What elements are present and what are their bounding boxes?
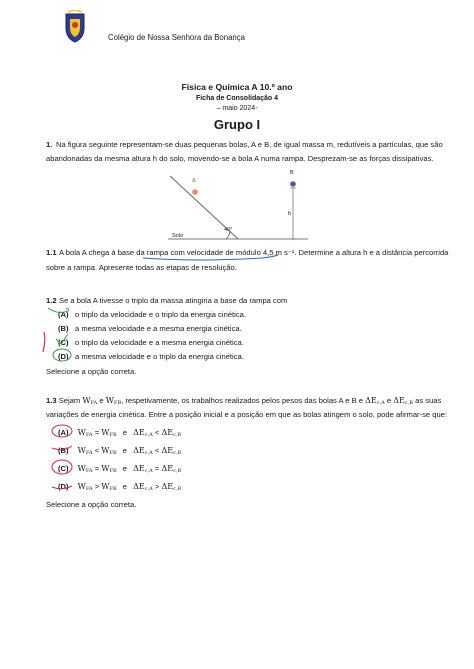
work-b-symbol: $W_{FB}$ [101, 482, 117, 492]
option-1-2-c-text: o triplo da velocidade e a mesma energia cinética. [75, 338, 244, 347]
worksheet-title: Física e Química A 10.º ano [181, 82, 293, 92]
question-1-1-text-line1: A bola A chega à base da rampa com velocidade de módulo 4,5 m s⁻¹. Determine a altura h e a distância percorrida [59, 248, 449, 257]
option-1-3-d[interactable] [58, 481, 181, 495]
ball-a [192, 189, 198, 195]
relation-2: < [154, 428, 160, 437]
option-1-3-a[interactable] [58, 427, 181, 441]
option-1-3-c[interactable] [58, 463, 181, 477]
option-1-2-d-text: a mesma velocidade e o triplo da energia cinética. [75, 352, 244, 361]
option-1-2-a-text: o triplo da velocidade e o triplo da energia cinética. [75, 310, 246, 319]
worksheet-subtitle: Ficha de Consolidação 4 [195, 95, 279, 102]
delta-ec-a-symbol: $\Delta E_{c,A}$ [133, 428, 153, 438]
option-1-2-c-letter[interactable]: (C) [58, 338, 69, 347]
option-letter: (D) [58, 482, 69, 491]
question-1-1-number: 1.1 [46, 248, 57, 257]
stem-conj: e [99, 396, 104, 405]
conj: e [122, 482, 128, 491]
option-1-3-b[interactable] [58, 445, 181, 459]
w-letter: W [105, 396, 114, 405]
delta-ec-b-symbol: $\Delta E_{c,B}$ [161, 464, 182, 474]
delta-ec-b-symbol [393, 396, 413, 405]
angle-label: 40° [224, 227, 233, 233]
work-b-symbol [106, 396, 121, 405]
option-1-2-a-letter[interactable]: (A) [58, 310, 69, 319]
ramp-figure [168, 170, 308, 246]
conj: e [122, 446, 128, 455]
work-a-symbol: $W_{FA}$ [77, 428, 93, 438]
work-b-symbol: $W_{FB}$ [101, 446, 117, 456]
question-1-2-instruction: Selecione a opção correta. [46, 367, 137, 376]
group-heading: Grupo I [213, 117, 261, 132]
question-1-text-line2: abandonadas da mesma altura h do solo, movendo-se a bola A numa rampa. Desprezam-se as forças dissipativas. [46, 154, 434, 163]
relation-1: < [94, 446, 100, 455]
option-1-2-b-letter[interactable]: (B) [58, 324, 69, 333]
stem-word: Sejam [58, 396, 81, 405]
f-letter: F [113, 400, 118, 406]
delta-ec-a-symbol [365, 396, 385, 405]
question-1-3-stem-line1 [46, 395, 441, 409]
delta-ec-b-symbol: $\Delta E_{c,B}$ [161, 446, 182, 456]
delta-e: ΔE [365, 396, 377, 405]
red-mark-c [43, 332, 45, 352]
question-1-text-line1: Na figura seguinte representam-se duas pequenas bolas, A e B, de igual massa m, redutíveis a partículas, que são [56, 140, 443, 149]
sub-a: A [93, 400, 98, 406]
w-letter: W [82, 396, 91, 405]
sub-ca: c,A [376, 400, 385, 406]
relation-1: = [94, 464, 100, 473]
ball-b-label: B [290, 170, 294, 176]
conj: e [122, 464, 128, 473]
height-label: h [288, 211, 292, 217]
school-crest-logo [62, 10, 88, 44]
work-a-symbol: $W_{FA}$ [77, 446, 93, 456]
conj: e [122, 428, 128, 437]
worksheet-date: – maio 2024- [216, 105, 258, 112]
work-a-symbol: $W_{FA}$ [77, 482, 93, 492]
question-1-3-stem-line2: variações de energia cinética. Entre a posição inicial e a posição em que as bolas atingem o solo, pode afirmar-se que: [46, 410, 448, 419]
stem-conj-2: e [386, 396, 392, 405]
work-b-symbol: $W_{FB}$ [101, 464, 117, 474]
relation-1: > [94, 482, 100, 491]
option-1-2-b-text: a mesma velocidade e a mesma energia cinética. [75, 324, 242, 333]
option-letter: (B) [58, 446, 69, 455]
question-1-2-stem: Se a bola A tivesse o triplo da massa atingiria a base da rampa com [59, 296, 288, 305]
relation-2: > [154, 482, 160, 491]
delta-ec-a-symbol: $\Delta E_{c,A}$ [133, 482, 153, 492]
work-a-symbol: $W_{FA}$ [77, 464, 93, 474]
question-1-2-number: 1.2 [46, 296, 57, 305]
work-b-symbol: $W_{FB}$ [101, 428, 117, 438]
work-a-symbol [82, 396, 97, 405]
ball-a-label: A [192, 178, 196, 184]
option-letter: (A) [58, 428, 69, 437]
relation-2: = [154, 464, 160, 473]
question-1-number: 1. [46, 140, 53, 149]
relation-2: < [154, 446, 160, 455]
stem-middle: , respetivamente, os trabalhos realizados pelos pesos das bolas A e B e [121, 396, 364, 405]
option-letter: (C) [58, 464, 69, 473]
sub-cb: c,B [404, 400, 413, 406]
ramp-diagram [168, 170, 308, 246]
delta-ec-b-symbol: $\Delta E_{c,B}$ [161, 482, 182, 492]
school-name: Colégio de Nossa Senhora da Bonança [108, 33, 245, 42]
question-1-3-number: 1.3 [46, 396, 57, 405]
question-1-3-instruction: Selecione a opção correta. [46, 500, 137, 509]
ground-label: Solo [172, 233, 184, 239]
question-1-1-text-line2: sobre a rampa. Apresente todas as etapas de resolução. [46, 263, 237, 272]
delta-e: ΔE [393, 396, 405, 405]
sub-b: B [117, 400, 122, 406]
ball-b [290, 181, 296, 187]
delta-ec-b-symbol: $\Delta E_{c,B}$ [161, 428, 182, 438]
relation-1: = [94, 428, 100, 437]
f-letter: F [90, 400, 94, 406]
stem-end: as suas [415, 396, 442, 405]
delta-ec-a-symbol: $\Delta E_{c,A}$ [133, 446, 153, 456]
option-1-2-d-letter[interactable]: (D) [58, 352, 69, 361]
delta-ec-a-symbol: $\Delta E_{c,A}$ [133, 464, 153, 474]
